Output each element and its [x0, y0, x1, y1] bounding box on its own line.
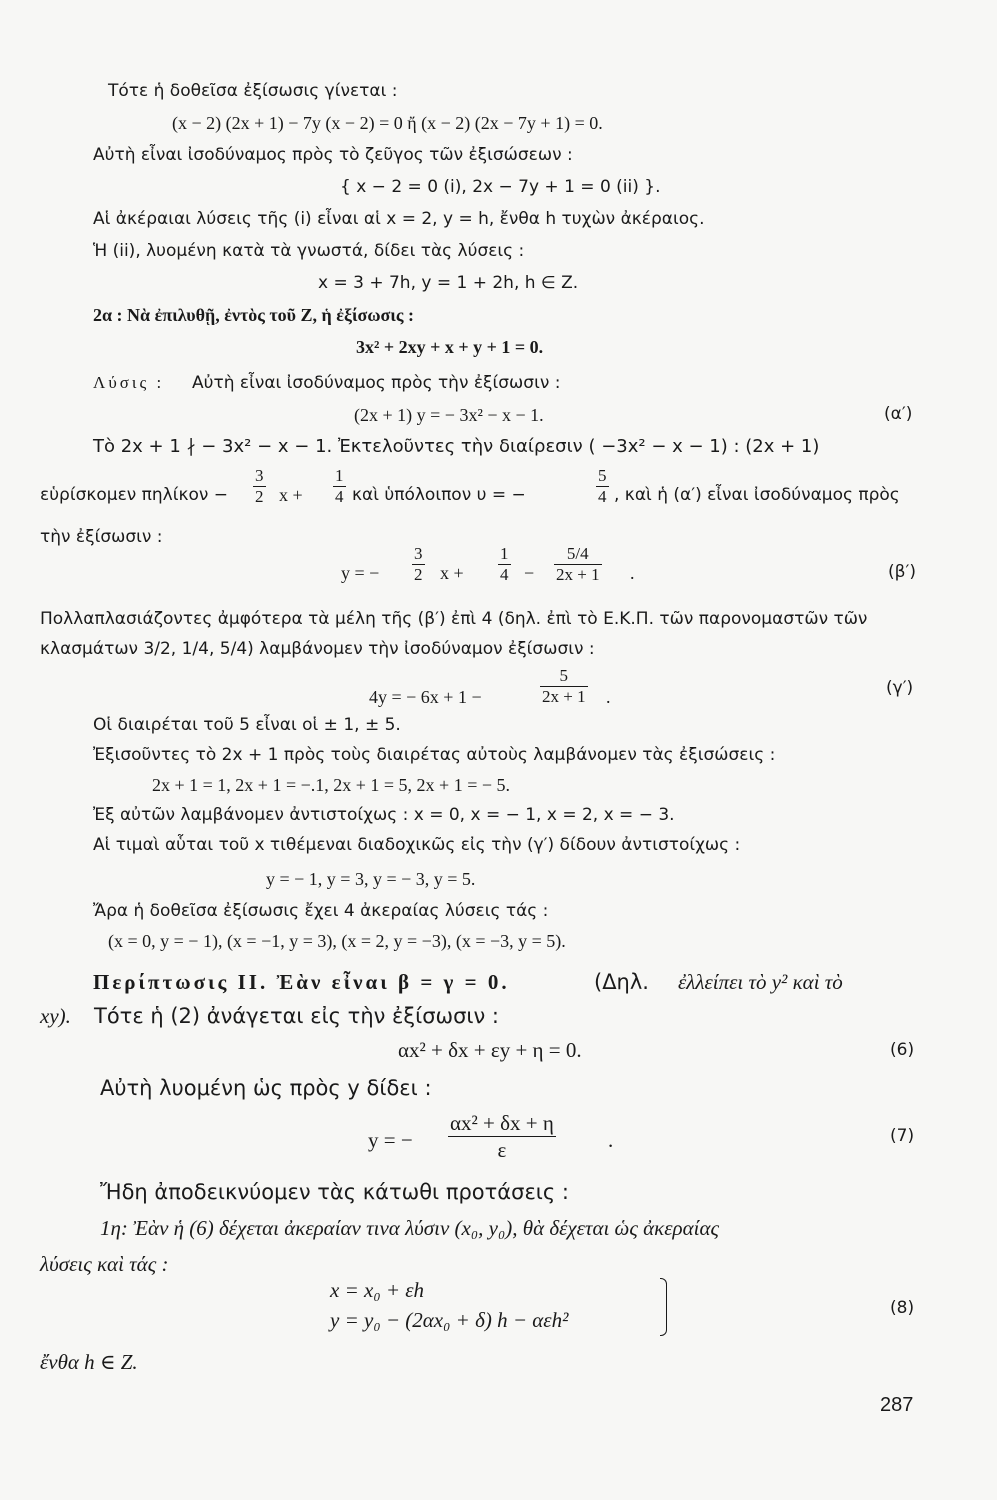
text-line: καὶ ὑπόλοιπον υ = − [352, 485, 526, 505]
equation-line: { x − 2 = 0 (i), 2x − 7y + 1 = 0 (ii) }. [340, 177, 661, 197]
fraction [596, 466, 609, 507]
text-line: Οἱ διαιρέται τοῦ 5 εἶναι οἱ ± 1, ± 5. [93, 715, 401, 735]
equation-line: y = y₀ − (2αx₀ + δ) h − αεh² [330, 1308, 569, 1332]
text-line: Αὐτὴ εἶναι ἰσοδύναμος πρὸς τὸ ζεῦγος τῶν ἐξισώσεων : [93, 145, 573, 165]
numerator: 1 [335, 466, 344, 485]
denominator: ε [497, 1138, 507, 1162]
equation-line: y = − [368, 1128, 413, 1152]
equation-line: y = − 1, y = 3, y = − 3, y = 5. [266, 869, 476, 889]
equation-number: (α′) [884, 404, 913, 424]
text-line: Ἄρα ἡ δοθεῖσα ἐξίσωσις ἔχει 4 ἀκεραίας λύσεις τάς : [93, 901, 549, 921]
equation-line: (x − 2) (2x + 1) − 7y (x − 2) = 0 ἤ (x − 2) (2x − 7y + 1) = 0. [172, 113, 603, 133]
denominator: 2x + 1 [556, 565, 600, 584]
text-line: Ἤδη ἀποδεικνύομεν τὰς κάτωθι προτάσεις : [100, 1180, 569, 1204]
text-line: ἔνθα h ∈ Z. [40, 1350, 138, 1374]
fraction [540, 666, 588, 707]
text-line: Τὸ 2x + 1 ∤ − 3x² − x − 1. Ἐκτελοῦντες τὴν διαίρεσιν ( −3x² − x − 1) : (2x + 1) [93, 436, 820, 457]
denominator: 4 [598, 487, 607, 506]
equation-line: 2x + 1 = 1, 2x + 1 = −.1, 2x + 1 = 5, 2x + 1 = − 5. [152, 775, 511, 795]
text-line: λύσεις καὶ τάς : [40, 1252, 169, 1276]
fraction [333, 466, 346, 507]
text-line: (Δηλ. [594, 970, 649, 994]
text-line: Τότε ἡ δοθεῖσα ἐξίσωσις γίνεται : [108, 81, 398, 101]
equation-line: x + [440, 563, 464, 583]
equation-line: . [608, 1128, 614, 1152]
denominator: 4 [335, 487, 344, 506]
right-brace [660, 1278, 667, 1336]
numerator: 3 [255, 466, 264, 485]
fraction [412, 544, 425, 585]
text-line: Ἡ (ii), λυομένη κατὰ τὰ γνωστά, δίδει τὰς λύσεις : [93, 241, 525, 261]
text-line: x + [279, 485, 303, 505]
text-line: Ἐξ αὐτῶν λαμβάνομεν ἀντιστοίχως : x = 0, x = − 1, x = 2, x = − 3. [93, 805, 675, 825]
equation-line: . [630, 563, 635, 583]
equation-line: y = − [341, 563, 380, 583]
text-line: τὴν ἐξίσωσιν : [40, 527, 163, 547]
numerator: 5 [598, 466, 607, 485]
text-line: ἐλλείπει τὸ y² καὶ τὸ [678, 970, 843, 994]
equation-line: − [524, 563, 535, 583]
fraction [448, 1110, 556, 1163]
equation-line: 4y = − 6x + 1 − [369, 687, 482, 707]
text-line: , καὶ ἡ (α′) εἶναι ἰσοδύναμος πρὸς [614, 485, 900, 505]
equation-line: x = x₀ + εh [330, 1278, 425, 1302]
text-line: Ἐξισοῦντες τὸ 2x + 1 πρὸς τοὺς διαιρέτας αὐτοὺς λαμβάνομεν τὰς ἐξισώσεις : [93, 745, 776, 765]
fraction [498, 544, 511, 585]
text-line: Αἱ τιμαὶ αὗται τοῦ x τιθέμεναι διαδοχικῶς εἰς τὴν (γ′) δίδουν ἀντιστοίχως : [93, 835, 741, 855]
equation-number: (γ′) [886, 678, 914, 698]
equation-number: (β′) [888, 562, 916, 582]
equation-line: (2x + 1) y = − 3x² − x − 1. [354, 405, 544, 425]
text-line: Αὐτὴ λυομένη ὡς πρὸς y δίδει : [100, 1076, 432, 1100]
exercise-heading: 2α : Νὰ ἐπιλυθῇ, ἐντὸς τοῦ Z, ἡ ἐξίσωσις : [93, 305, 414, 325]
proposition-line: 1η: Ἐὰν ἡ (6) δέχεται ἀκεραίαν τινα λύσιν (x₀, y₀), θὰ δέχεται ὡς ἀκεραίας [100, 1216, 720, 1240]
equation-line: x = 3 + 7h, y = 1 + 2h, h ∈ Z. [318, 273, 579, 293]
equation-number: (7) [890, 1126, 915, 1146]
equation-line: . [606, 687, 611, 707]
numerator: 3 [414, 544, 423, 563]
solution-label: Λύσις : [93, 373, 165, 392]
denominator: 2 [255, 487, 264, 506]
equation-line: 3x² + 2xy + x + y + 1 = 0. [356, 337, 544, 357]
text-line: Αὐτὴ εἶναι ἰσοδύναμος πρὸς τὴν ἐξίσωσιν : [192, 373, 561, 393]
denominator: 2x + 1 [542, 687, 586, 706]
equation-number: (6) [890, 1040, 915, 1060]
fraction [554, 544, 602, 585]
denominator: 4 [500, 565, 509, 584]
numerator: 5 [540, 666, 588, 687]
text-line: Τότε ἡ (2) ἀνάγεται εἰς τὴν ἐξίσωσιν : [94, 1004, 499, 1028]
page-number: 287 [880, 1394, 914, 1416]
text-line: xy). [40, 1004, 71, 1028]
equation-line: αx² + δx + εy + η = 0. [398, 1038, 582, 1062]
text-line: Αἱ ἀκέραιαι λύσεις τῆς (i) εἶναι αἱ x = 2, y = h, ἔνθα h τυχὼν ἀκέραιος. [93, 209, 705, 229]
text-line: Πολλαπλασιάζοντες ἀμφότερα τὰ μέλη τῆς (β′) ἐπὶ 4 (δηλ. ἐπὶ τὸ Ε.Κ.Π. τῶν παρονομαστῶν τῶν [40, 609, 868, 629]
fraction [253, 466, 266, 507]
numerator: αx² + δx + η [450, 1111, 554, 1135]
numerator: 1 [500, 544, 509, 563]
equation-line: (x = 0, y = − 1), (x = −1, y = 3), (x = 2, y = −3), (x = −3, y = 5). [108, 931, 566, 951]
text-line: εὑρίσκομεν πηλίκον − [40, 485, 229, 505]
equation-number: (8) [890, 1298, 915, 1318]
denominator: 2 [414, 565, 423, 584]
text-line: κλασμάτων 3/2, 1/4, 5/4) λαμβάνομεν τὴν ἰσοδύναμον ἐξίσωσιν : [40, 639, 595, 659]
case-heading: Περίπτωσις ΙΙ. Ἐὰν εἶναι β = γ = 0. [93, 970, 510, 994]
numerator: 5/4 [554, 544, 602, 565]
